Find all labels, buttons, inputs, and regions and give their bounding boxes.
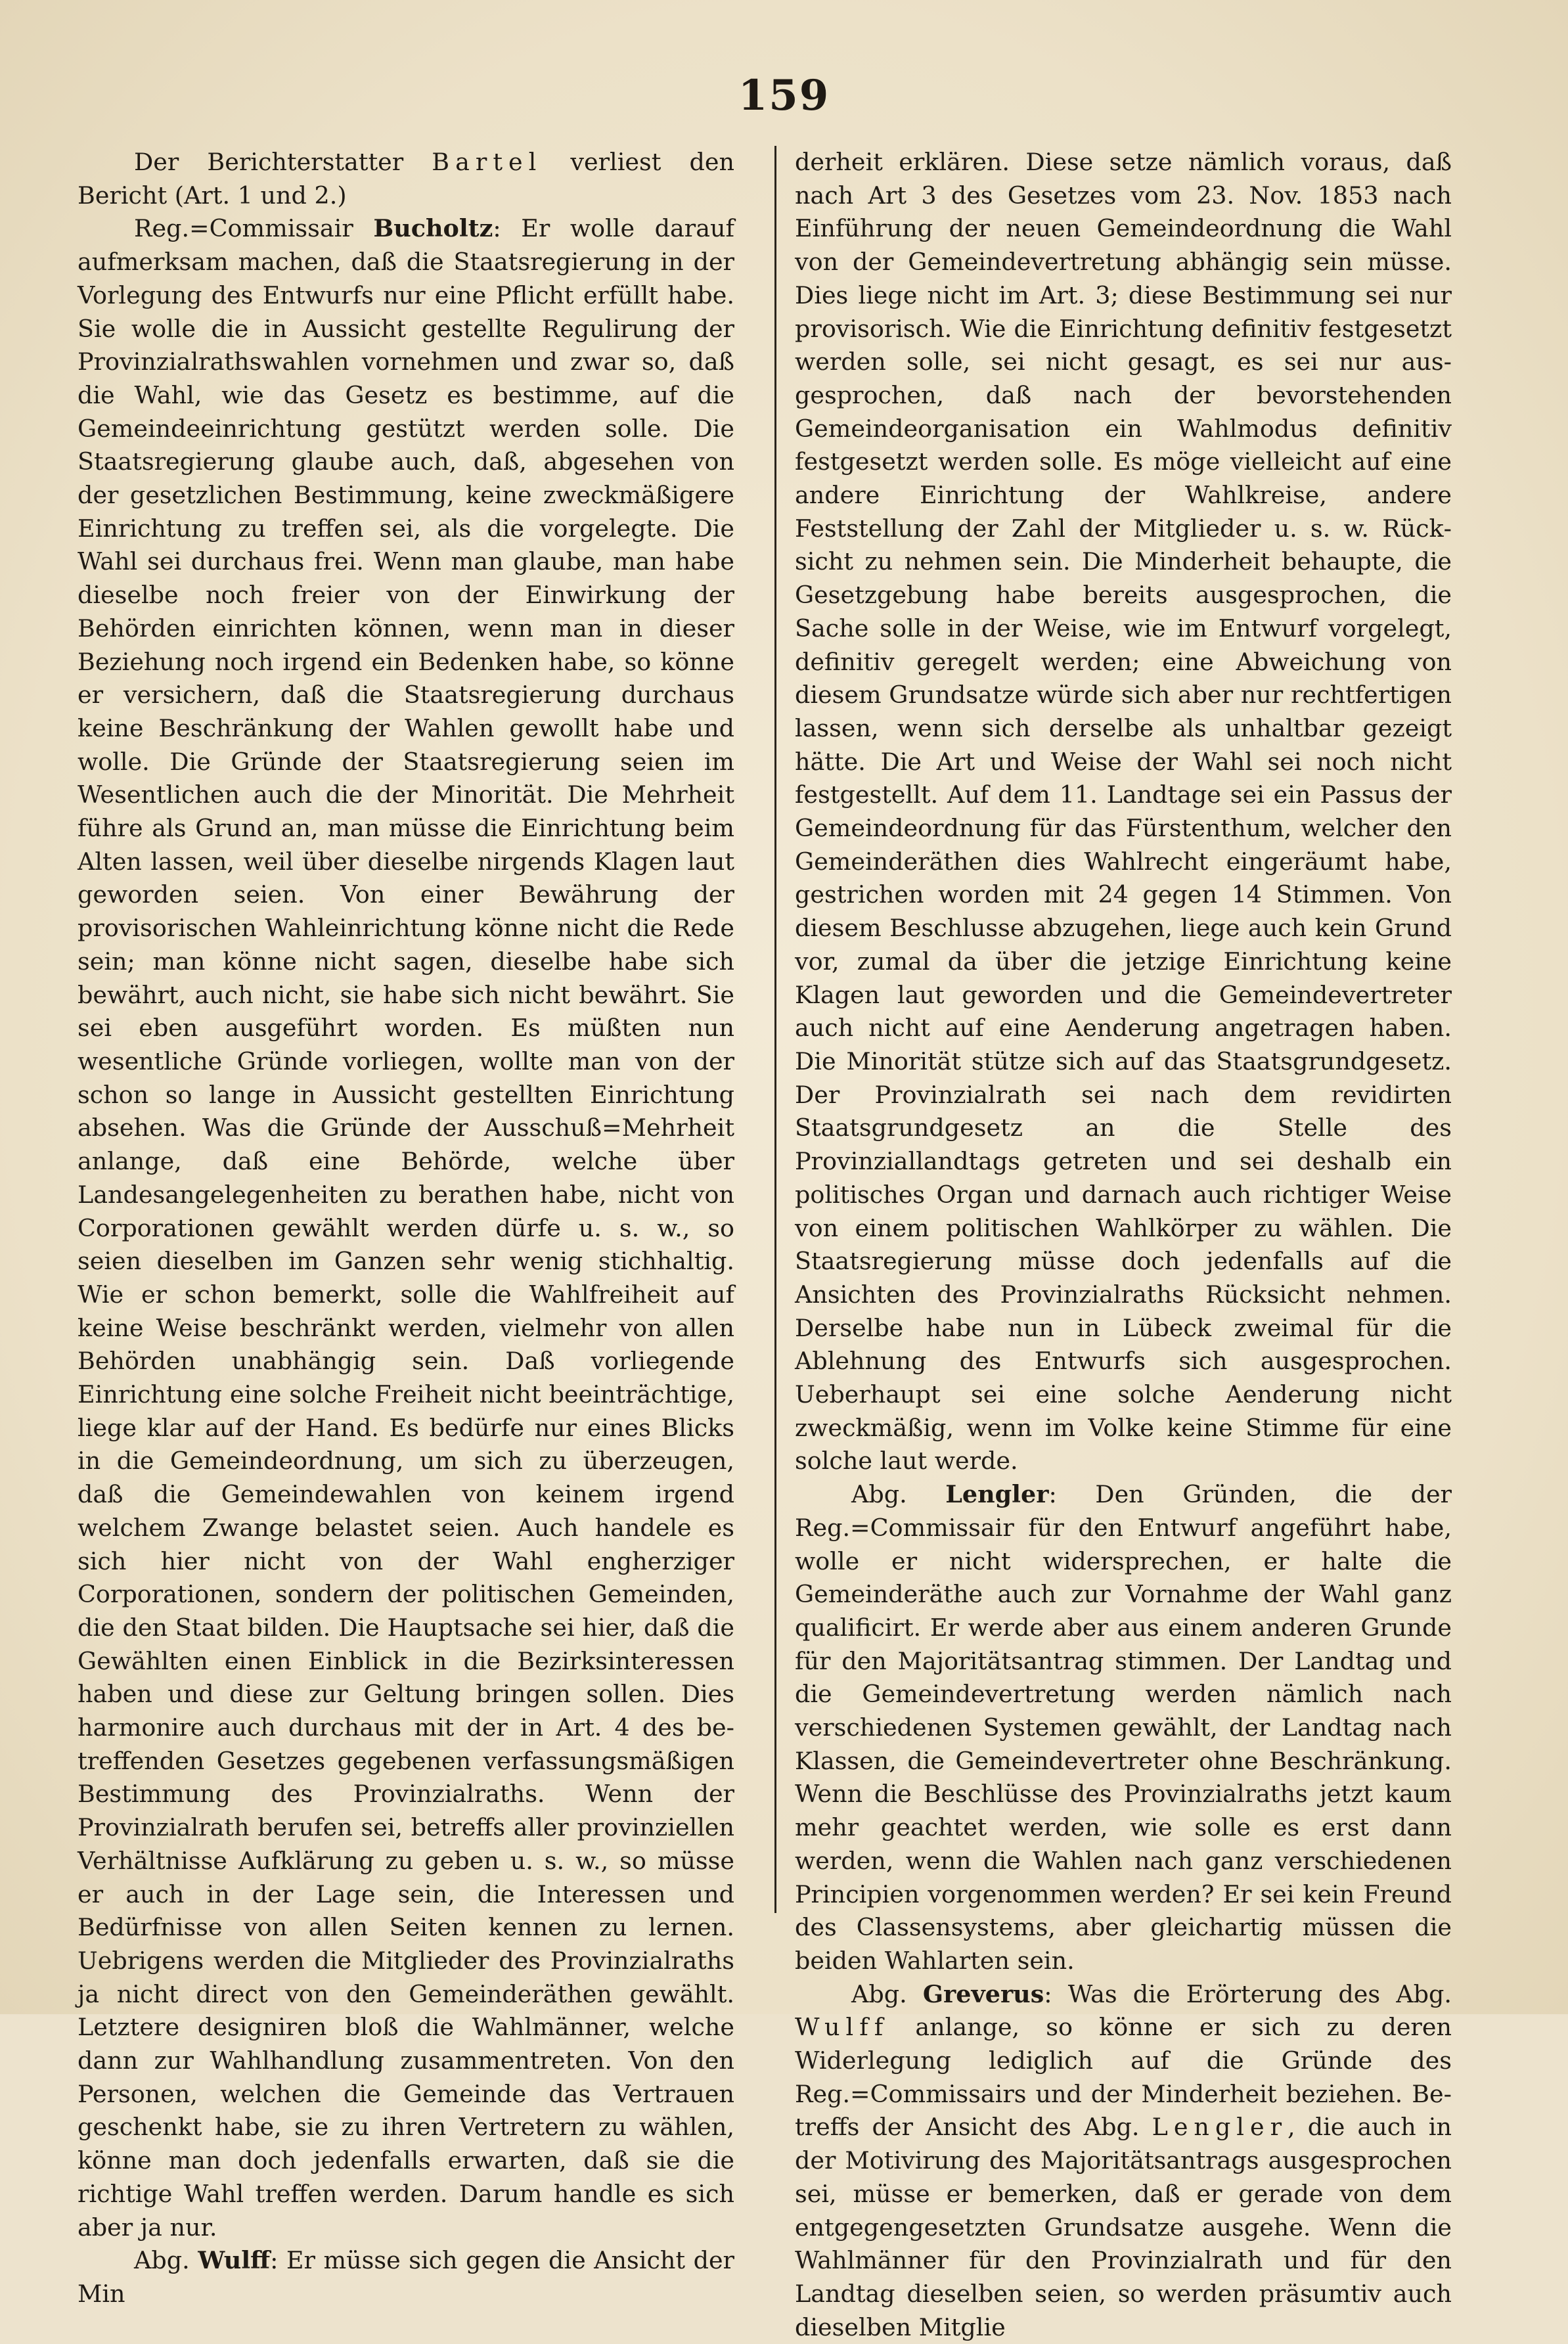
text-run: Abg. xyxy=(851,1480,946,1509)
right-column xyxy=(795,146,1452,2344)
column-divider xyxy=(774,146,776,1913)
text-run: Der Berichterstatter xyxy=(134,148,432,176)
text-run: : Was die Erörterung des Abg. xyxy=(1044,1979,1452,2008)
paragraph-greverus xyxy=(795,1978,1452,2344)
text-run: verliest den Bericht (Art. 1 und 2.) xyxy=(78,148,734,210)
paragraph-wulff-continued: derheit erklären. Diese setze nämlich voraus, daß nach Art 3 des Gesetzes vom 23. Nov. 1853 nach Einführung der neuen Gemeindeordnung die Wahl von der Gemeindevertretung abhängig sein müsse. Dies liege nicht im Art. 3; diese Bestimmung sei nur provisorisch. Wie die Einrichtung definitiv festgesetzt werden solle, sei nicht gesagt, es sei nur ausgesprochen, daß nach der bevorstehenden Gemeindeorganisation ein Wahlmodus definitiv festgesetzt werden solle. Es möge vielleicht auf eine andere Einrichtung der Wahlkreise, andere Feststellung der Zahl der Mitglieder u. s. w. Rücksicht zu nehmen sein. Die Minderheit behaupte, die Gesetzgebung habe bereits ausgesprochen, die Sache solle in der Weise, wie im Entwurf vorgelegt, definitiv geregelt werden; eine Abweichung von diesem Grundsatze würde sich aber nur rechtfertigen lassen, wenn sich derselbe als unhaltbar gezeigt hätte. Die Art und Weise der Wahl sei noch nicht festgestellt. Auf dem 11. Landtage sei ein Passus der Gemeindeordnung für das Fürstenthum, welcher den Gemeinderäthen dies Wahlrecht eingeräumt habe, gestrichen worden mit 24 gegen 14 Stimmen. Von diesem Beschlusse abzugehen, liege auch kein Grund vor, zumal da über die jetzige Einrichtung keine Klagen laut geworden und die Gemeindevertreter auch nicht auf eine Aenderung angetragen haben. Die Minorität stütze sich auf das Staatsgrundgesetz. Der Provinzialrath sei nach dem revidirten Staatsgrundgesetz an die Stelle des Provinziallandtags getreten und sei deshalb ein politisches Organ und darnach auch richtiger Weise von einem politischen Wahlkörper zu wählen. Die Staatsregierung müsse doch jedenfalls auf die Ansichten des Provinzialraths Rücksicht nehmen. Derselbe habe nun in Lübeck zweimal für die Ablehnung des Entwurfs sich ausgesprochen. Ueberhaupt sei eine solche Aenderung nicht zweckmäßig, wenn im Volke keine Stimme für eine solche laut werde. xyxy=(795,148,1452,1476)
speaker-wulff: Wulff xyxy=(198,2246,271,2275)
paragraph-bucholtz xyxy=(78,212,734,2244)
text-run: , die auch in der Motivirung des Majoritätsantrags ausgesprochen sei, müsse er bemerken, daß er gerade von dem entgegengesetzten Grundsatze ausgehe. Wenn die Wahlmänner für den Provinzialrath und für den Landtag dieselben seien, so werden präsumtiv auch dieselben Mitglie xyxy=(795,2113,1452,2341)
text-run: : Den Gründen, die der Reg.=Commissair für den Entwurf angeführt habe, wolle er nicht widersprechen, er halte die Gemeinderäthe auch zur Vornahme der Wahl ganz qualificirt. Er werde aber aus einem anderen Grunde für den Majoritätsantrag stimmen. Der Landtag und die Gemeindevertretung werden nämlich nach verschiedenen Systemen gewählt, der Landtag nach Klassen, die Gemeindevertreter ohne Beschränkung. Wenn die Beschlüsse des Provinzialraths jetzt kaum mehr geachtet werden, wie solle es erst dann werden, wenn die Wahlen nach ganz verschiedenen Principien vorgenommen werden? Er sei kein Freund des Classensystems, aber gleichartig müssen die beiden Wahlarten sein. xyxy=(795,1480,1452,1975)
text-run: Abg. xyxy=(134,2246,198,2275)
speaker-bucholtz: Bucholtz xyxy=(373,214,493,243)
paragraph-lengler xyxy=(795,1478,1452,1978)
name-lengler: Lengler xyxy=(1152,2113,1288,2142)
speaker-greverus: Greverus xyxy=(922,1979,1044,2008)
left-column xyxy=(78,146,734,2311)
name-wulff: Wulff xyxy=(795,2013,889,2042)
name-bartel: Bartel xyxy=(432,148,543,176)
text-run: : Er wolle darauf aufmerksam machen, daß die Staatsregierung in der Vorlegung des Entwurfs nur eine Pflicht erfüllt habe. Sie wolle die in Aussicht gestellte Regulirung der Provinzialrathswahlen vornehmen und zwar so, daß die Wahl, wie das Gesetz es bestimme, auf die Gemeindeeinrichtung gestützt werden solle. Die Staatsregierung glaube auch, daß, abgesehen von der gesetzlichen Bestimmung, keine zweckmäßigere Einrichtung zu treffen sei, als die vorgelegte. Die Wahl sei durchaus frei. Wenn man glaube, man habe dieselbe noch freier von der Einwirkung der Behörden einrichten können, wenn man in dieser Beziehung noch irgend ein Bedenken habe, so könne er versichern, daß die Staatsregierung durchaus keine Beschränkung der Wahlen gewollt habe und wolle. Die Gründe der Staatsregierung seien im Wesentlichen auch die der Minorität. Die Mehrheit führe als Grund an, man müsse die Einrichtung beim Alten lassen, weil über dieselbe nirgends Klagen laut geworden seien. Von einer Bewährung der provisorischen Wahleinrichtung könne nicht die Rede sein; man könne nicht sagen, dieselbe habe sich bewährt, auch nicht, sie habe sich nicht bewährt. Sie sei eben ausgeführt worden. Es müßten nun wesentliche Gründe vorliegen, wollte man von der schon so lange in Aussicht gestellten Einrichtung absehen. Was die Gründe der Ausschuß=Mehrheit anlange, daß eine Behörde, welche über Landesangelegenheiten zu berathen habe, nicht von Corporationen gewählt werden dürfe u. s. w., so seien dieselben im Ganzen sehr wenig stichhaltig. Wie er schon bemerkt, solle die Wahlfreiheit auf keine Weise beschränkt werden, vielmehr von allen Behörden unabhängig sein. Daß vorliegende Einrichtung eine solche Freiheit nicht beeinträchtige, liege klar auf der Hand. Es bedürfe nur eines Blicks in die Gemeindeordnung, um sich zu überzeugen, daß die Gemeindewahlen von keinem irgend welchem Zwange belastet seien. Auch handele es sich hier nicht von der Wahl engherziger Corporationen, sondern der politischen Gemeinden, die den Staat bilden. Die Hauptsache sei hier, daß die Gewählten einen Einblick in die Bezirksinteressen haben und diese zur Geltung bringen sollen. Dies harmonire auch durchaus mit der in Art. 4 des betreffenden Gesetzes gegebenen verfassungsmäßigen Bestimmung des Provinzialraths. Wenn der Provinzialrath berufen sei, betreffs aller provinziellen Verhältnisse Aufklärung zu geben u. s. w., so müsse er auch in der Lage sein, die Interessen und Bedürfnisse von allen Seiten kennen zu lernen. Uebrigens werden die Mitglieder des Provinzialraths ja nicht direct von den Gemeinderäthen gewählt. Letztere designiren bloß die Wahlmänner, welche dann zur Wahlhandlung zusammentreten. Von den Personen, welchen die Gemeinde das Vertrauen geschenkt habe, sie zu ihren Vertretern zu wählen, könne man doch jedenfalls erwarten, daß sie die richtige Wahl treffen werden. Darum handle es sich aber ja nur. xyxy=(78,214,734,2242)
text-run: anlange, so könne er sich zu deren Widerlegung lediglich auf die Gründe des Reg.=Commissairs und der Minderheit beziehen. Betreffs der Ansicht des Abg. xyxy=(795,2013,1452,2142)
text-run: Abg. xyxy=(851,1979,923,2008)
paragraph-wulff xyxy=(78,2244,734,2310)
page-number: 159 xyxy=(738,71,830,120)
paragraph-report xyxy=(78,146,734,212)
text-run: Reg.=Commissair xyxy=(134,214,374,243)
speaker-lengler: Lengler xyxy=(945,1480,1049,1509)
text-run: : Er müsse sich gegen die Ansicht der Min xyxy=(78,2246,735,2308)
